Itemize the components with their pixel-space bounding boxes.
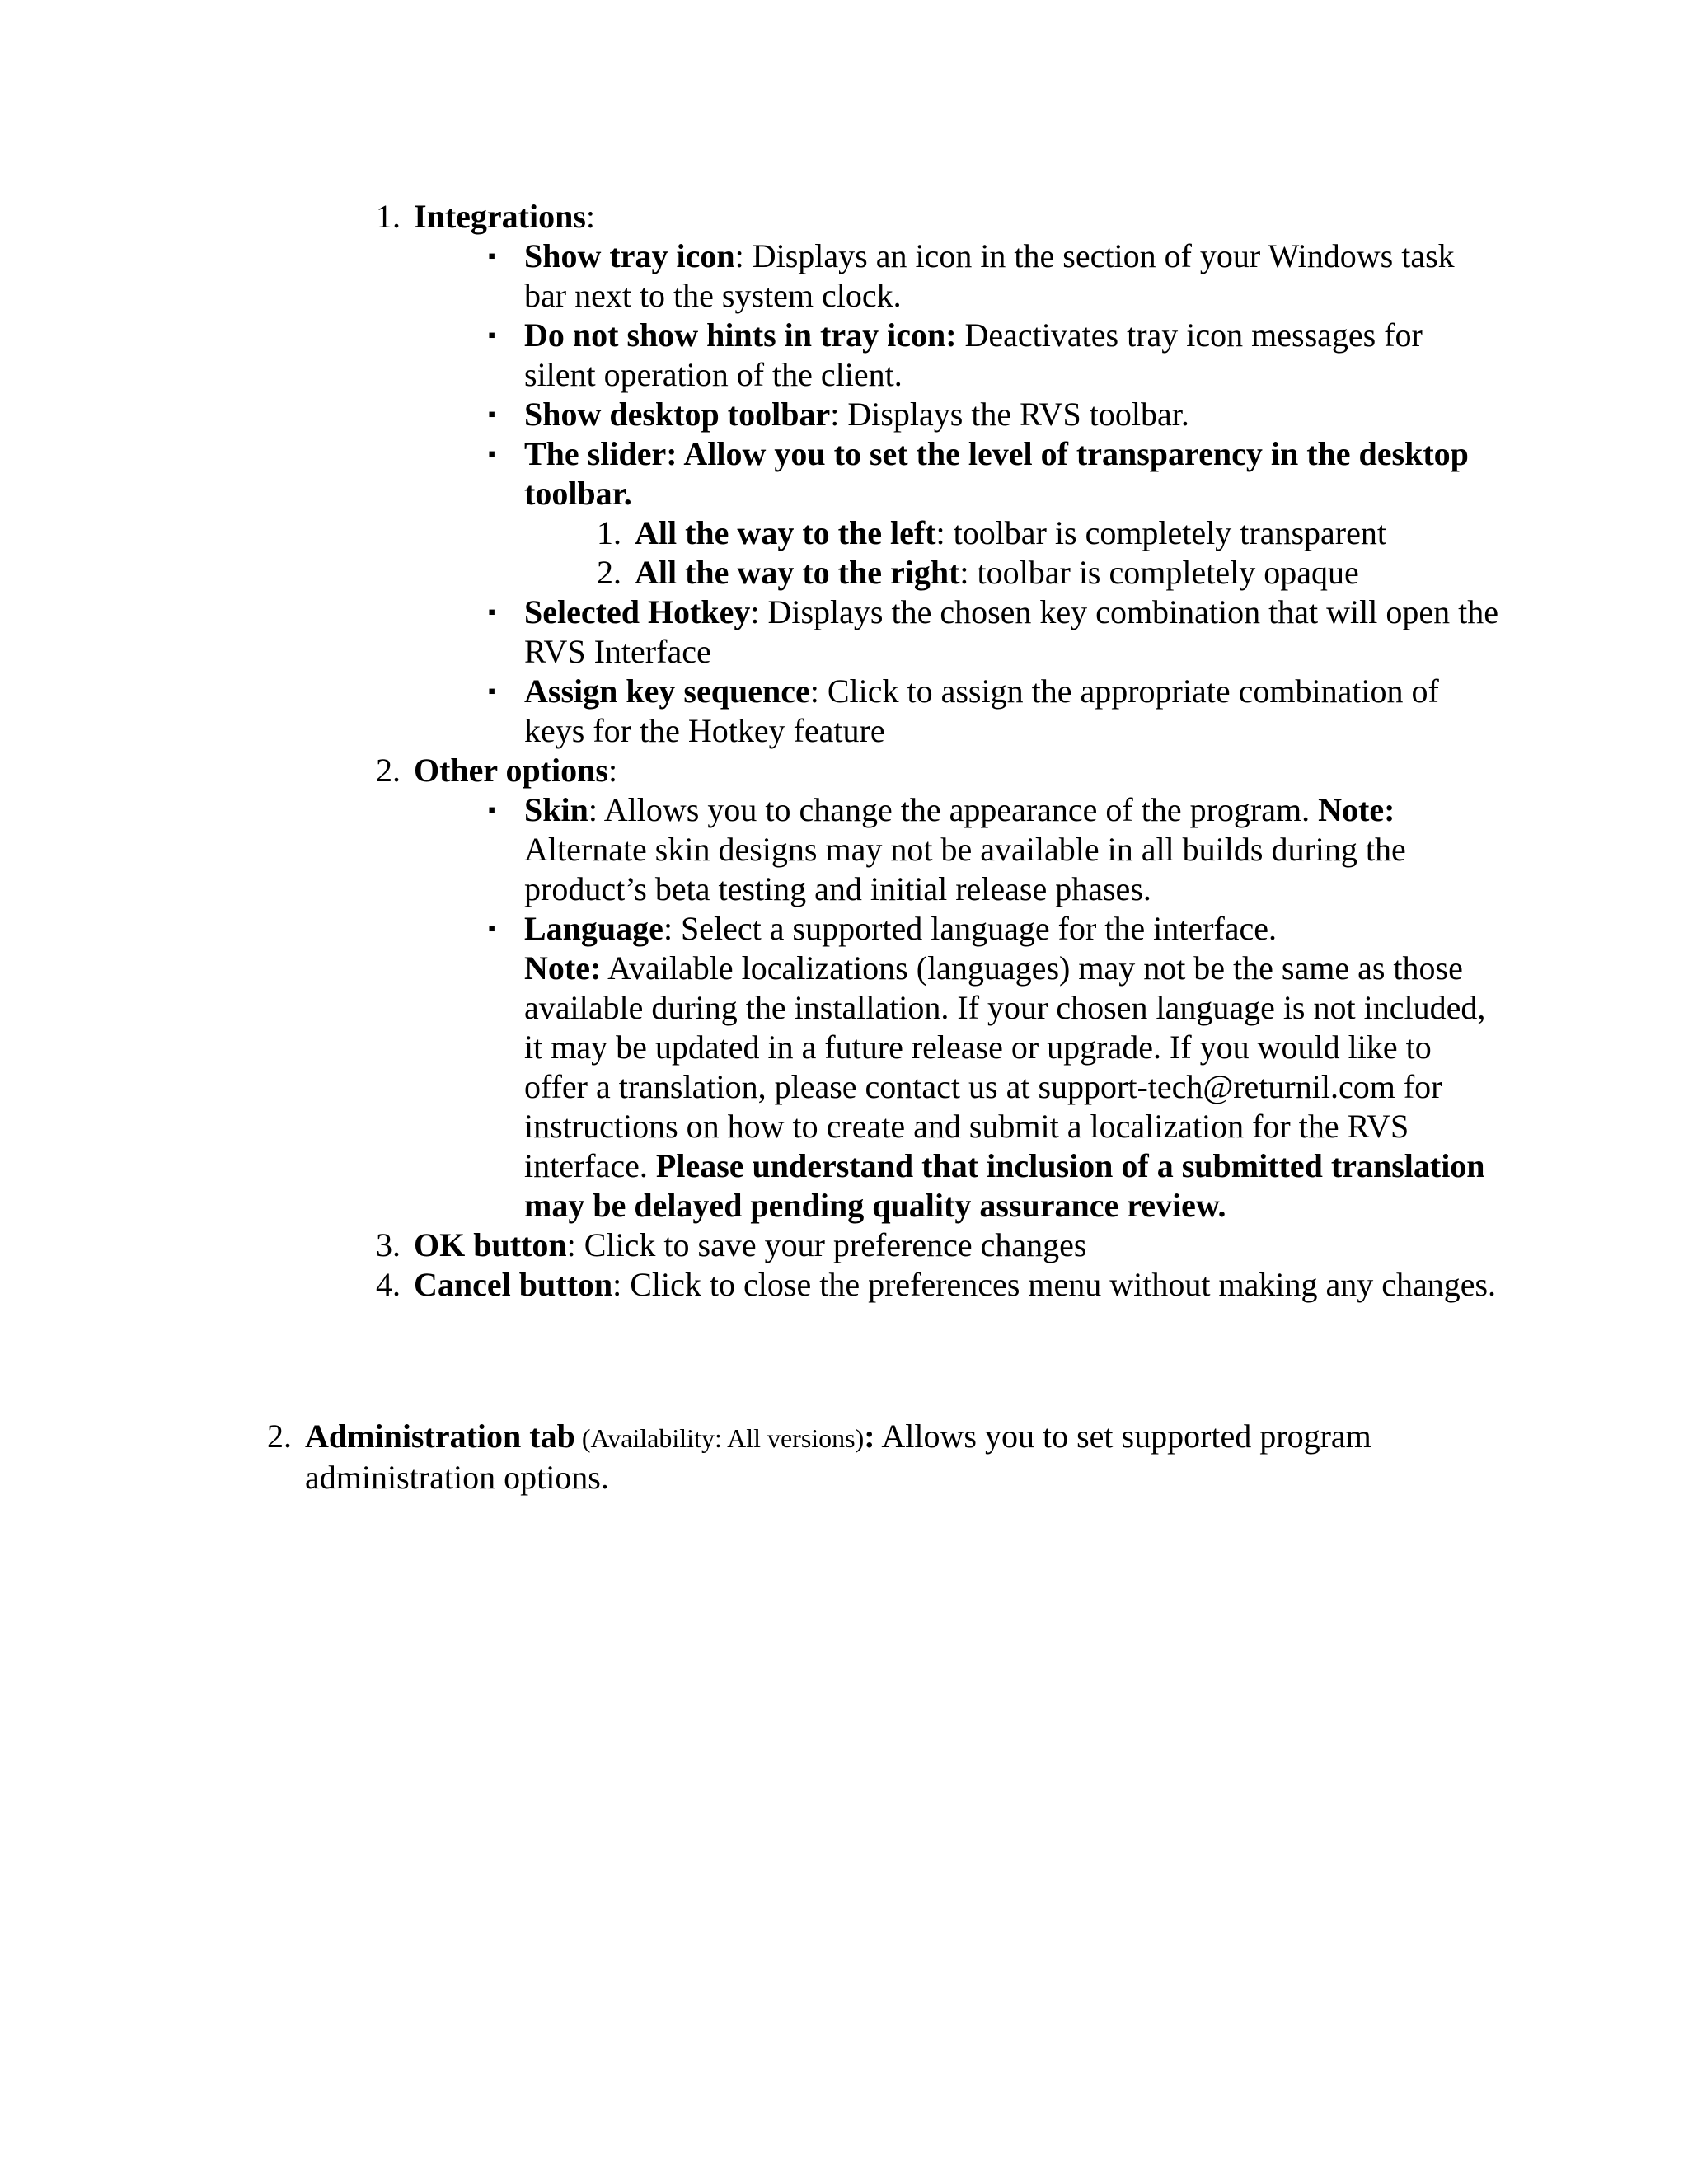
slider-item-left: 1. All the way to the left: toolbar is completely transparent <box>597 514 1386 551</box>
list-item-administration-tab: 2. Administration tab (Availability: All versions): Allows you to set supported program administration options. <box>305 1417 1492 1497</box>
section-title: Other options <box>414 752 608 789</box>
slider-positions-list <box>597 513 1502 593</box>
list-number: 2. <box>267 1418 292 1455</box>
section-title: Integrations <box>414 198 586 235</box>
bullet-item-selected-hotkey: ▪ Selected Hotkey: Displays the chosen key combination that will open the RVS Interface <box>488 593 1498 670</box>
other-options-bullets <box>488 790 1502 1226</box>
square-bullet-icon: ▪ <box>488 916 496 940</box>
square-bullet-icon: ▪ <box>488 402 496 426</box>
square-bullet-icon: ▪ <box>488 679 496 703</box>
bullet-item-slider: ▪ The slider: Allow you to set the level of transparency in the desktop toolbar. 1. All the way to the left: toolbar is completely transparent 2. All the way to the right: toolbar is completely opaque <box>524 434 1502 593</box>
preferences-list <box>376 197 1502 1305</box>
list-item-ok-button: 3. OK button: Click to save your preference changes <box>414 1226 1502 1265</box>
slider-item-right: 2. All the way to the right: toolbar is completely opaque <box>597 554 1359 591</box>
list-number: 3. <box>376 1226 401 1263</box>
bullet-item-skin: ▪ Skin: Allows you to change the appearance of the program. Note: Alternate skin designs may not be available in all builds during the product’s beta testing and initial release phases. <box>488 791 1406 907</box>
list-item-other-options: 2. Other options: ▪ Skin: Allows you to change the appearance of the program. Note: Alternate skin designs may not be available in all builds during the product’s beta testing and initial release phases. ▪ Language: Select a supported language for the interface. Note: Available localizations (languages) may not be the same as those available during the installation. If your chosen language is not included, it may be updated in a future release or upgrade. If you would like to offer a translation, please contact us at support-tech@returnil.com for instructions on how to create and submit a localization for the RVS interface. Please understand that inclusion of a submitted translation may be delayed pending quality assurance review. <box>414 751 1502 1226</box>
list-number: 4. <box>376 1266 401 1303</box>
square-bullet-icon: ▪ <box>488 600 496 624</box>
bullet-item-desktop-toolbar: ▪ Show desktop toolbar: Displays the RVS toolbar. <box>488 396 1189 433</box>
square-bullet-icon: ▪ <box>488 798 496 822</box>
list-item-integrations: 1. Integrations: ▪ Show tray icon: Displays an icon in the section of your Windows task bar next to the system clock. ▪ Do not show hints in tray icon: Deactivates tray icon messages for silent operation of the client. ▪ Show desktop toolbar: Displays the RVS toolbar. ▪ The slider: Allow you to set the level of transparency in the desktop toolbar. 1. All the way to the left: toolbar is completely transparent 2. All the way to the right: toolbar is completely opaque ▪ Selected Hotkey: Displays the chosen key combination that will open the RVS Interface ▪ Assign key sequence: Click to assign the appropriate combination of keys for the Hotkey feature <box>414 197 1502 751</box>
list-number: 2. <box>376 752 401 789</box>
list-item-cancel-button: 4. Cancel button: Click to close the preferences menu without making any changes. <box>414 1265 1502 1305</box>
bullet-item-assign-key: ▪ Assign key sequence: Click to assign the appropriate combination of keys for the Hotkey feature <box>488 673 1439 749</box>
bullet-item-language: ▪ Language: Select a supported language for the interface. Note: Available localizations (languages) may not be the same as those available during the installation. If your chosen language is not included, it may be updated in a future release or upgrade. If you would like to offer a translation, please contact us at support-tech@returnil.com for instructions on how to create and submit a localization for the RVS interface. Please understand that inclusion of a submitted translation may be delayed pending quality assurance review. <box>488 910 1486 1224</box>
square-bullet-icon: ▪ <box>488 442 496 466</box>
availability-note: (Availability: All versions) <box>574 1423 865 1453</box>
list-number: 1. <box>376 198 401 235</box>
square-bullet-icon: ▪ <box>488 323 496 347</box>
bullet-item-show-tray-icon: ▪ Show tray icon: Displays an icon in the section of your Windows task bar next to the system clock. <box>488 237 1455 314</box>
bullet-item-hints: ▪ Do not show hints in tray icon: Deactivates tray icon messages for silent operation of the client. <box>488 316 1423 393</box>
integrations-bullets <box>488 237 1502 751</box>
square-bullet-icon: ▪ <box>488 244 496 268</box>
